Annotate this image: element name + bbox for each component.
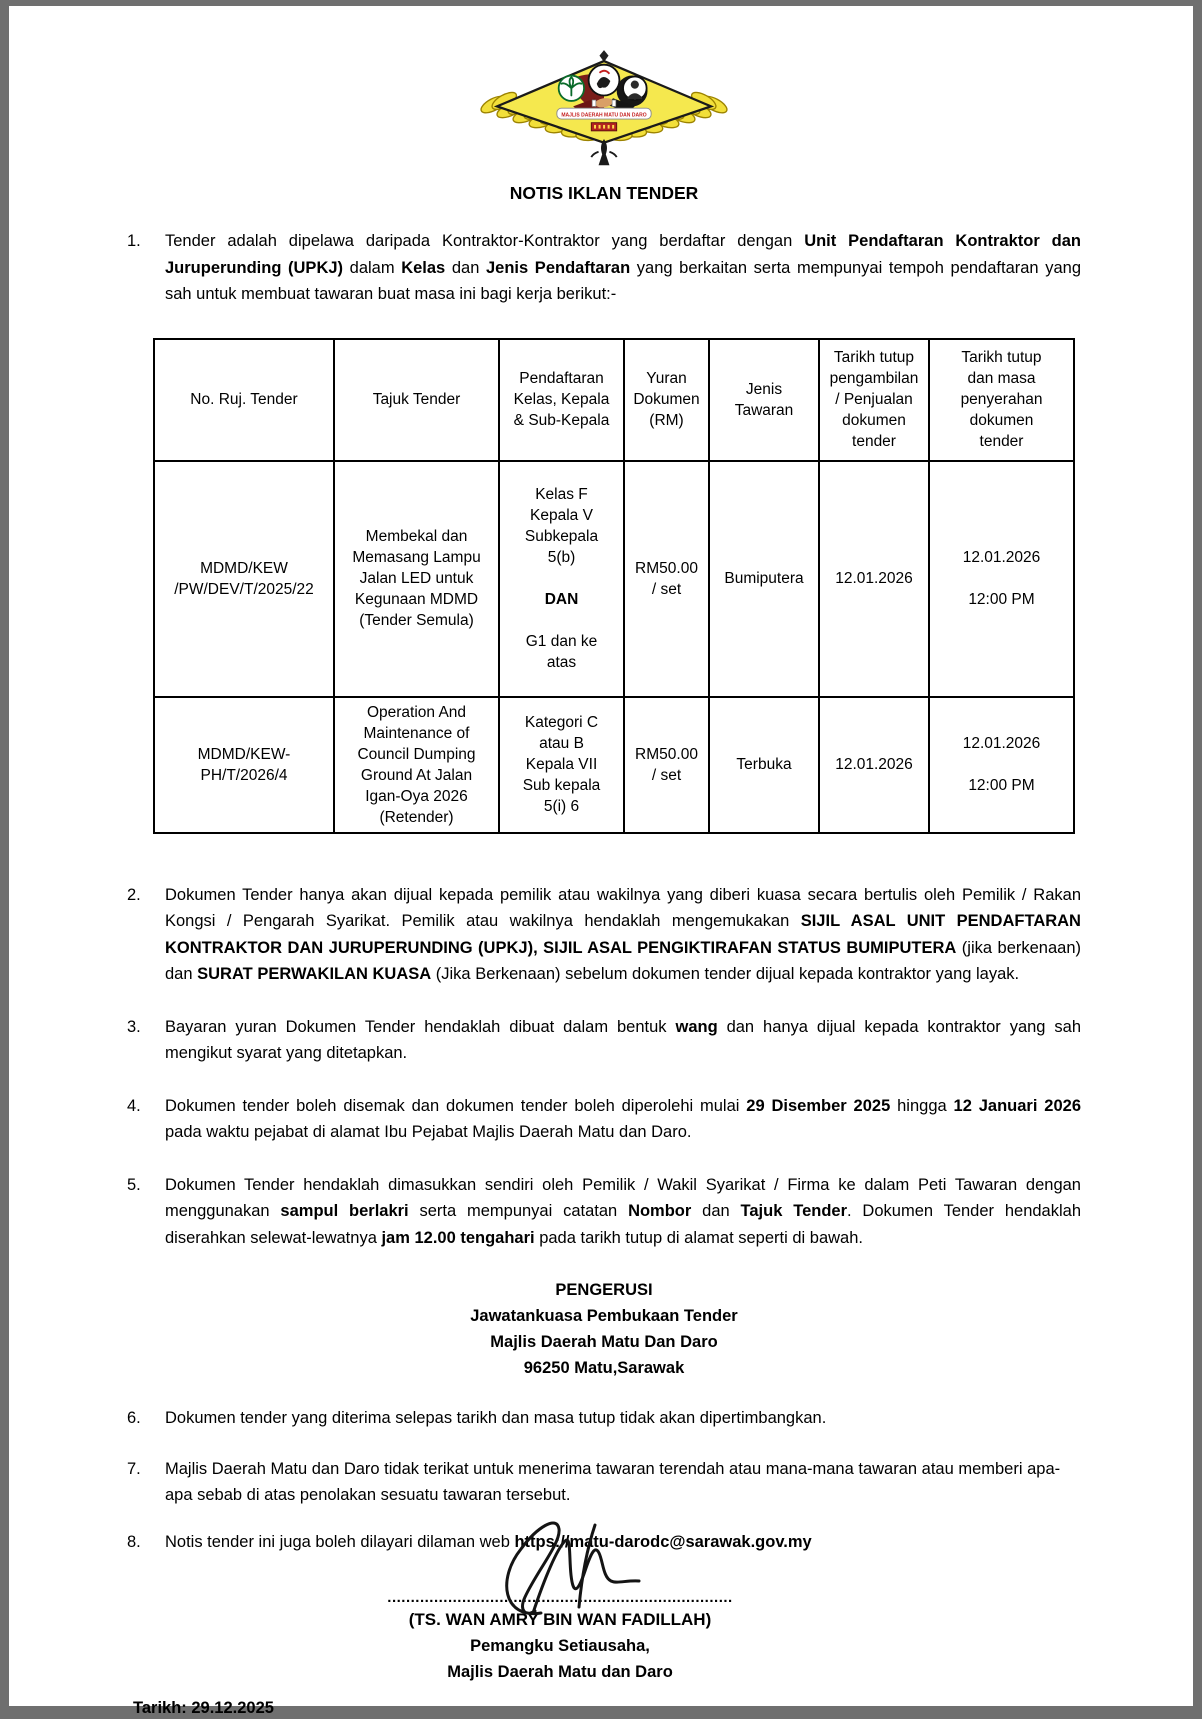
signature-squiggle <box>445 1509 675 1619</box>
page-title: NOTIS IKLAN TENDER <box>509 183 699 203</box>
tender-ref-cell: MDMD/KEW /PW/DEV/T/2025/22 <box>154 461 334 697</box>
tender-title-cell: Membekal dan Memasang Lampu Jalan LED untuk Kegunaan MDMD (Tender Semula) <box>334 461 499 697</box>
col-header-yuran-dokumen: Yuran Dokumen (RM) <box>624 339 709 461</box>
tree-emblem <box>559 76 584 101</box>
bottom-statue-icon <box>591 139 616 165</box>
logo-banner <box>557 108 651 119</box>
tender-ref-cell: MDMD/KEW- PH/T/2026/4 <box>154 697 334 833</box>
notice-item-4 <box>127 1093 1081 1146</box>
item-number: 8. <box>127 1532 141 1551</box>
signature-dotted-line: .......................................................................... <box>387 1589 733 1606</box>
document-page <box>9 6 1193 1717</box>
item-number: 6. <box>127 1409 141 1427</box>
item-number: 5. <box>127 1175 141 1194</box>
item-text: Dokumen Tender hanya akan dijual kepada pemilik atau wakilnya yang diberi kuasa secara bertulis oleh Pemilik / Rakan Kongsi / Pengarah Syarikat. Pemilik atau wakilnya hendaklah mengemukakan SIJIL ASAL UNIT PENDAFTARAN KONTRAKTOR DAN JURUPERUNDING (UPKJ), SIJIL ASAL PENGIKTIRAFAN STATUS BUMIPUTERA (jika berkenaan) dan SURAT PERWAKILAN KUASA (Jika Berkenaan) sebelum dokumen tender dijual kepada kontraktor yang layak. <box>165 885 1081 983</box>
notice-item-7 <box>127 1456 1081 1509</box>
fee-cell: RM50.00 / set <box>624 697 709 833</box>
col-header-no-ruj-tender: No. Ruj. Tender <box>154 339 334 461</box>
offer-type-cell: Terbuka <box>709 697 819 833</box>
item-number: 4. <box>127 1096 141 1115</box>
item-number: 3. <box>127 1017 141 1036</box>
registration-cell: Kelas F Kepala V Subkepala 5(b) DAN G1 dan ke atas <box>499 461 624 697</box>
closing-date-cell: 12.01.2026 <box>819 697 929 833</box>
logo-container <box>127 50 1081 175</box>
col-header-jenis-tawaran: Jenis Tawaran <box>709 339 819 461</box>
signatory-name: (TS. WAN AMRY BIN WAN FADILLAH) <box>408 1610 712 1629</box>
col-header-tajuk-tender: Tajuk Tender <box>334 339 499 461</box>
fee-cell: RM50.00 / set <box>624 461 709 697</box>
notice-item-2 <box>127 882 1081 988</box>
item-text: Notis tender ini juga boleh dilayari dilaman web https://matu-darodc@sarawak.gov.my <box>165 1532 812 1551</box>
col-header-pendaftaran: Pendaftaran Kelas, Kepala & Sub-Kepala <box>499 339 624 461</box>
item-number: 7. <box>127 1459 141 1478</box>
submission-address-block: PENGERUSI Jawatankuasa Pembukaan Tender Majlis Daerah Matu Dan Daro 96250 Matu,Sarawak <box>470 1281 738 1377</box>
item-text: Dokumen tender yang diterima selepas tarikh dan masa tutup tidak akan dipertimbangkan. <box>165 1409 827 1427</box>
date-line: Tarikh: 29.12.2025 <box>133 1699 274 1717</box>
item-number: 1. <box>127 232 141 250</box>
tender-table <box>153 338 1075 834</box>
signatory-org: Majlis Daerah Matu dan Daro <box>447 1663 673 1681</box>
notice-item-6 <box>127 1405 1081 1432</box>
item-number: 2. <box>127 885 141 904</box>
col-header-tarikh-tutup-penjualan: Tarikh tutup pengambilan / Penjualan dokumen tender <box>819 339 929 461</box>
hornbill-emblem <box>589 65 620 96</box>
notice-item-1 <box>127 228 1081 308</box>
item-text: Tender adalah dipelawa daripada Kontraktor-Kontraktor yang berdaftar dengan Unit Pendaftaran Kontraktor dan Juruperunding (UPKJ) dalam Kelas dan Jenis Pendaftaran yang berkaitan serta mempunyai tempoh pendaftaran yang sah untuk membuat tawaran buat masa ini bagi kerja berikut:- <box>165 232 1081 303</box>
logo-banner-text: MAJLIS DAERAH MATU DAN DARO <box>561 112 647 119</box>
red-plaque <box>591 123 616 131</box>
tender-title-cell: Operation And Maintenance of Council Dumping Ground At Jalan Igan-Oya 2026 (Retender) <box>334 697 499 833</box>
item-text: Dokumen tender boleh disemak dan dokumen tender boleh diperolehi mulai 29 Disember 2025 hingga 12 Januari 2026 pada waktu pejabat di alamat Ibu Pejabat Majlis Daerah Matu dan Daro. <box>165 1096 1081 1141</box>
signature-block <box>345 1509 775 1685</box>
col-header-tarikh-tutup-penyerahan: Tarikh tutup dan masa penyerahan dokumen tender <box>929 339 1074 461</box>
closing-date-cell: 12.01.2026 <box>819 461 929 697</box>
table-header-row <box>154 339 1074 461</box>
submission-cell: 12.01.2026 12:00 PM <box>929 697 1074 833</box>
submission-cell: 12.01.2026 12:00 PM <box>929 461 1074 697</box>
notice-item-5 <box>127 1172 1081 1252</box>
council-crest-logo <box>468 50 740 170</box>
item-text: Majlis Daerah Matu dan Daro tidak terikat untuk menerima tawaran terendah atau mana-mana tawaran atau memberi apa-apa sebab di atas penolakan sesuatu tawaran tersebut. <box>165 1459 1061 1504</box>
table-row <box>154 697 1074 833</box>
figure-emblem <box>623 76 647 100</box>
registration-cell: Kategori C atau B Kepala VII Sub kepala 5(i) 6 <box>499 697 624 833</box>
notice-item-3 <box>127 1014 1081 1067</box>
table-row <box>154 461 1074 697</box>
signatory-role: Pemangku Setiausaha, <box>470 1637 650 1655</box>
offer-type-cell: Bumiputera <box>709 461 819 697</box>
item-text: Bayaran yuran Dokumen Tender hendaklah dibuat dalam bentuk wang dan hanya dijual kepada kontraktor yang sah mengikut syarat yang ditetapkan. <box>165 1017 1082 1062</box>
item-text: Dokumen Tender hendaklah dimasukkan sendiri oleh Pemilik / Wakil Syarikat / Firma ke dalam Peti Tawaran dengan menggunakan sampul berlakri serta mempunyai catatan Nombor dan Tajuk Tender. Dokumen Tender hendaklah diserahkan selewat-lewatnya jam 12.00 tengahari pada tarikh tutup di alamat seperti di bawah. <box>165 1175 1082 1247</box>
